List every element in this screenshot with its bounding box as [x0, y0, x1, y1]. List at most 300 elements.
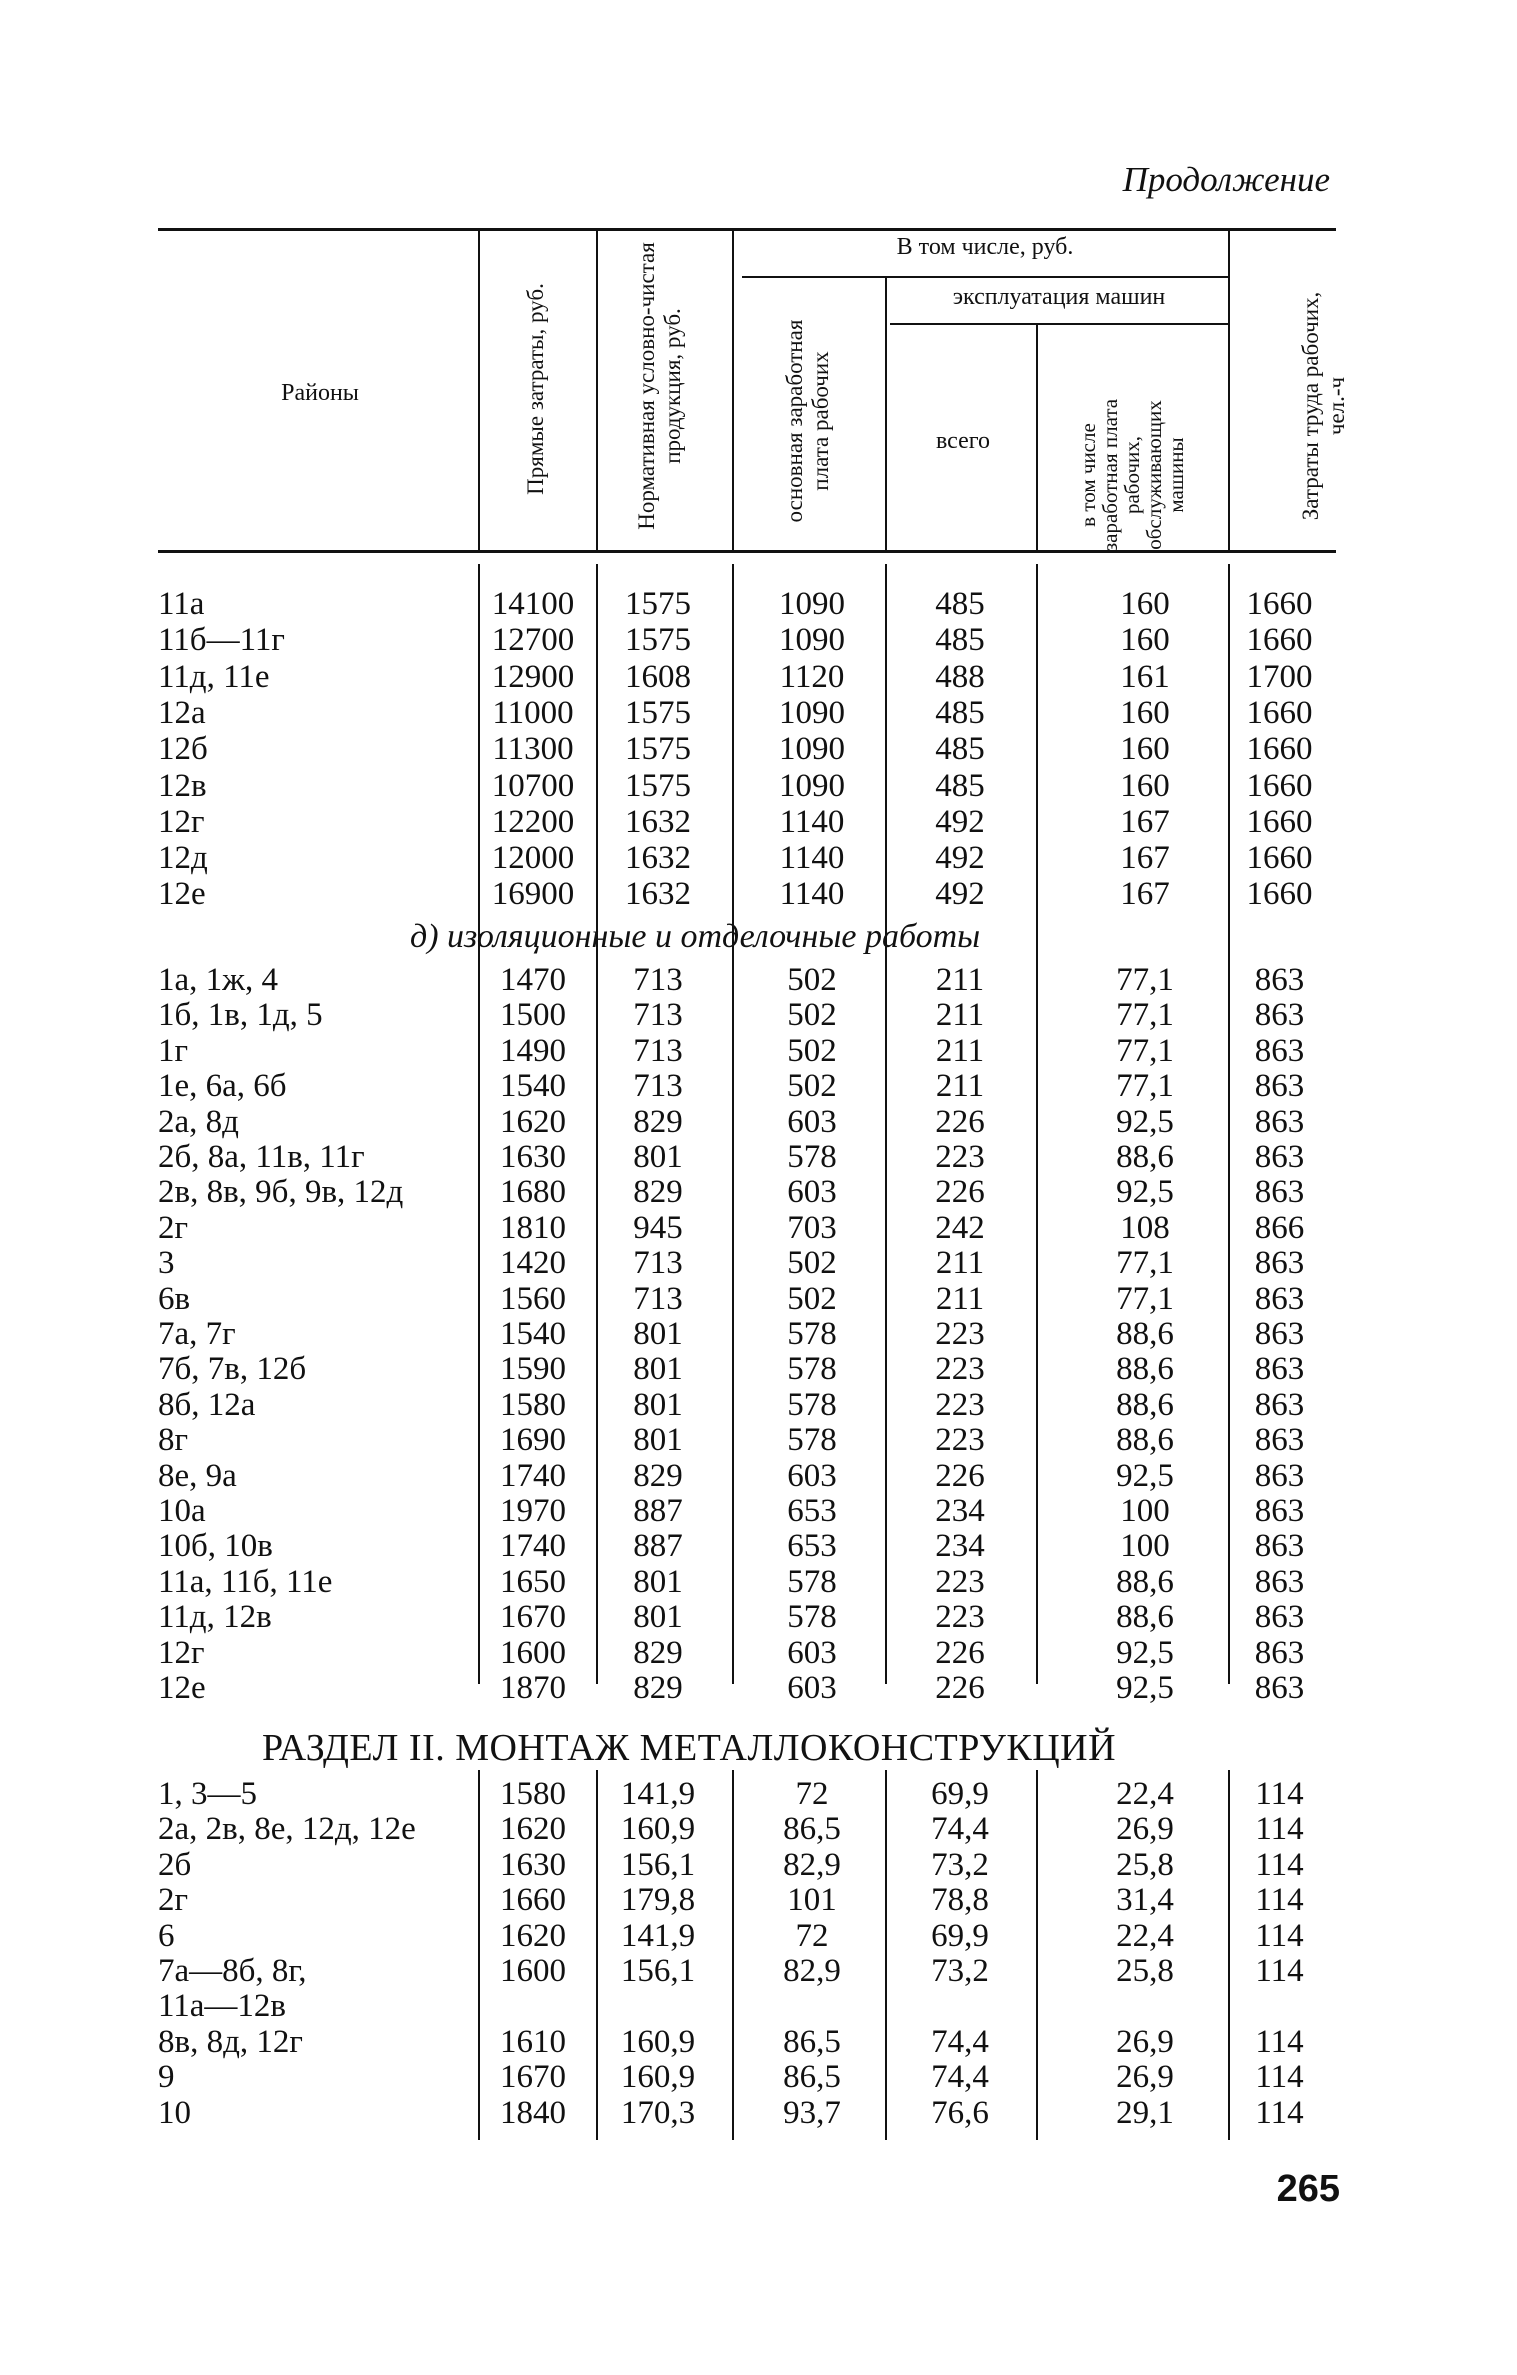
base-wage-cell: 653: [787, 1528, 837, 1565]
labor-cell: 863: [1254, 1457, 1305, 1494]
table-row: [0, 659, 1517, 695]
district-cell: 2г: [158, 1209, 189, 1246]
table-row: [0, 1882, 1517, 1918]
district-cell: 2б, 8а, 11в, 11г: [158, 1139, 365, 1175]
direct-costs-cell: 12700: [491, 622, 575, 659]
machine-total-cell: 492: [935, 803, 985, 840]
base-wage-cell: 703: [787, 1209, 837, 1246]
normative-cell: 179,8: [620, 1882, 696, 1919]
base-wage-cell: 578: [787, 1139, 837, 1175]
machine-wage-cell: 100: [1120, 1493, 1170, 1529]
machine-wage-cell: 92,5: [1116, 1457, 1174, 1494]
direct-costs-cell: 10700: [491, 767, 575, 804]
machine-wage-cell: 161: [1120, 658, 1170, 695]
table-row: [0, 962, 1517, 998]
district-cell: 9: [158, 2059, 175, 2096]
direct-costs-cell: 1600: [500, 1634, 566, 1671]
district-cell: 12а: [158, 694, 206, 731]
base-wage-cell: 653: [787, 1493, 837, 1529]
machine-wage-cell: 77,1: [1116, 1068, 1174, 1105]
machine-wage-cell: 167: [1120, 876, 1170, 913]
labor-cell: 863: [1254, 1139, 1305, 1175]
labor-cell: 863: [1254, 962, 1305, 998]
normative-cell: 801: [633, 1351, 683, 1388]
machine-wage-cell: 26,9: [1116, 2023, 1174, 2060]
table-row: [0, 1528, 1517, 1564]
table-row: [0, 1670, 1517, 1706]
table-row: [0, 1599, 1517, 1635]
normative-cell: 160,9: [620, 2023, 696, 2060]
header-vline-4: [885, 276, 887, 550]
normative-cell: 801: [633, 1563, 683, 1600]
base-wage-cell: 1090: [779, 767, 845, 804]
header-total: всего: [935, 428, 991, 454]
normative-cell: 160,9: [620, 1811, 696, 1848]
normative-cell: 829: [633, 1457, 683, 1494]
base-wage-cell: 93,7: [783, 2094, 841, 2131]
base-wage-cell: 1140: [779, 803, 845, 840]
direct-costs-cell: 1540: [500, 1068, 566, 1105]
machine-wage-cell: 88,6: [1116, 1422, 1174, 1459]
labor-cell: 114: [1255, 1776, 1304, 1812]
base-wage-cell: 578: [787, 1351, 837, 1388]
table-row: [0, 1351, 1517, 1387]
machine-wage-cell: 88,6: [1116, 1599, 1174, 1636]
table-row: [0, 804, 1517, 840]
machine-total-cell: 223: [935, 1386, 985, 1423]
direct-costs-cell: 1620: [500, 1103, 566, 1140]
base-wage-cell: 82,9: [783, 1953, 841, 1989]
machine-total-cell: 226: [935, 1670, 985, 1706]
direct-costs-cell: 1420: [500, 1245, 566, 1282]
base-wage-cell: 1140: [779, 876, 845, 913]
district-cell: 6: [158, 1917, 175, 1954]
normative-cell: 156,1: [620, 1846, 696, 1883]
district-cell: 7а—8б, 8г,: [158, 1953, 307, 1989]
direct-costs-cell: 1870: [500, 1670, 566, 1706]
machine-total-cell: 492: [935, 840, 985, 877]
machine-total-cell: 492: [935, 876, 985, 913]
machine-total-cell: 223: [935, 1351, 985, 1388]
district-cell: 2в, 8в, 9б, 9в, 12д: [158, 1174, 404, 1211]
direct-costs-cell: 1490: [500, 1032, 566, 1069]
direct-costs-cell: 1740: [500, 1528, 566, 1565]
base-wage-cell: 101: [787, 1882, 837, 1919]
direct-costs-cell: 12000: [491, 840, 575, 877]
base-wage-cell: 72: [795, 1776, 829, 1812]
district-cell: 12д: [158, 840, 208, 877]
machine-wage-cell: 77,1: [1116, 1280, 1174, 1317]
section-2-title: РАЗДЕЛ II. МОНТАЖ МЕТАЛЛОКОНСТРУКЦИЙ: [262, 1727, 1117, 1769]
machine-total-cell: 69,9: [931, 1917, 989, 1954]
table-row: [0, 1422, 1517, 1458]
base-wage-cell: 86,5: [783, 2023, 841, 2060]
normative-cell: 1575: [625, 586, 691, 622]
header-base-wage: основная заработная плата рабочих: [782, 319, 833, 523]
base-wage-cell: 1090: [779, 731, 845, 768]
labor-cell: 863: [1254, 1174, 1305, 1211]
district-cell: 12г: [158, 803, 205, 840]
labor-cell: 863: [1254, 997, 1305, 1034]
base-wage-cell: 502: [787, 1068, 837, 1105]
normative-cell: 713: [633, 1245, 683, 1282]
labor-cell: 1660: [1246, 731, 1313, 768]
direct-costs-cell: 11300: [492, 731, 574, 768]
labor-cell: 863: [1254, 1068, 1305, 1105]
direct-costs-cell: 1670: [500, 1599, 566, 1636]
including-rule: [742, 276, 1228, 278]
machine-wage-cell: 88,6: [1116, 1386, 1174, 1423]
base-wage-cell: 502: [787, 1032, 837, 1069]
machine-total-cell: 226: [935, 1457, 985, 1494]
machine-wage-cell: 88,6: [1116, 1351, 1174, 1388]
labor-cell: 114: [1255, 1846, 1304, 1883]
district-cell: 2а, 8д: [158, 1103, 239, 1140]
table-row: [0, 1316, 1517, 1352]
machine-total-cell: 73,2: [931, 1846, 989, 1883]
section-d-title: д) изоляционные и отделочные работы: [410, 918, 981, 955]
header-vline-5: [1036, 323, 1038, 550]
machine-wage-cell: 92,5: [1116, 1670, 1174, 1706]
table-row: [0, 840, 1517, 876]
machine-wage-cell: 31,4: [1116, 1882, 1174, 1919]
machine-wage-cell: 88,6: [1116, 1563, 1174, 1600]
base-wage-cell: 578: [787, 1386, 837, 1423]
normative-cell: 156,1: [620, 1953, 696, 1989]
header-vline-3: [732, 228, 734, 550]
district-cell: 1е, 6а, 6б: [158, 1068, 287, 1105]
machine-wage-cell: 29,1: [1116, 2094, 1174, 2131]
machine-wage-cell: 108: [1120, 1209, 1170, 1246]
normative-cell: 945: [633, 1209, 683, 1246]
machine-wage-cell: 92,5: [1116, 1174, 1174, 1211]
table-row: [0, 1174, 1517, 1210]
machine-total-cell: 211: [935, 1068, 985, 1105]
labor-cell: 114: [1255, 2059, 1304, 2096]
machine-total-cell: 485: [935, 767, 985, 804]
table-row: [0, 1953, 1517, 1989]
table-row: [0, 1847, 1517, 1883]
labor-cell: 863: [1254, 1245, 1305, 1282]
labor-cell: 1660: [1246, 767, 1313, 804]
table-row: [0, 622, 1517, 658]
direct-costs-cell: 1630: [500, 1846, 566, 1883]
district-cell: 11а: [158, 586, 205, 622]
table-row: [0, 2059, 1517, 2095]
normative-cell: 829: [633, 1174, 683, 1211]
machine-wage-cell: 167: [1120, 803, 1170, 840]
normative-cell: 160,9: [620, 2059, 696, 2096]
normative-cell: 1575: [625, 731, 691, 768]
page-number: 265: [1276, 2168, 1340, 2210]
normative-cell: 713: [633, 1068, 683, 1105]
direct-costs-cell: 1840: [500, 2094, 566, 2131]
machine-wage-cell: 160: [1120, 694, 1170, 731]
direct-costs-cell: 1580: [500, 1776, 566, 1812]
table-row: [0, 1281, 1517, 1317]
machine-wage-cell: 160: [1120, 767, 1170, 804]
machine-total-cell: 78,8: [931, 1882, 989, 1919]
machine-total-cell: 485: [935, 694, 985, 731]
machine-total-cell: 223: [935, 1139, 985, 1175]
district-cell: 1, 3—5: [158, 1776, 257, 1812]
direct-costs-cell: 1660: [500, 1882, 566, 1919]
base-wage-cell: 86,5: [783, 2059, 841, 2096]
machine-total-cell: 485: [935, 622, 985, 659]
labor-cell: 1700: [1246, 658, 1313, 695]
direct-costs-cell: 1610: [500, 2023, 566, 2060]
district-cell: 12г: [158, 1634, 205, 1671]
labor-cell: 1660: [1246, 622, 1313, 659]
normative-cell: 141,9: [620, 1917, 696, 1954]
labor-cell: 863: [1254, 1528, 1305, 1565]
district-cell: 1г: [158, 1032, 189, 1069]
machine-total-cell: 211: [935, 962, 985, 998]
normative-cell: 801: [633, 1599, 683, 1636]
machine-wage-cell: 160: [1120, 622, 1170, 659]
machine-total-cell: 211: [935, 1245, 985, 1282]
machine-total-cell: 226: [935, 1634, 985, 1671]
normative-cell: 141,9: [620, 1776, 696, 1812]
normative-cell: 1575: [625, 767, 691, 804]
direct-costs-cell: 1690: [500, 1422, 566, 1459]
header-machine-ops: эксплуатация машин: [952, 284, 1166, 310]
header-incl-wage: в том числе заработная плата рабочих, обслуживающих машины: [1076, 398, 1188, 552]
base-wage-cell: 86,5: [783, 1811, 841, 1848]
machine-ops-rule: [890, 323, 1228, 325]
base-wage-cell: 82,9: [783, 1846, 841, 1883]
labor-cell: 863: [1254, 1351, 1305, 1388]
district-cell: 1б, 1в, 1д, 5: [158, 997, 323, 1034]
machine-total-cell: 234: [935, 1528, 985, 1565]
machine-wage-cell: 77,1: [1116, 962, 1174, 998]
table-row: [0, 997, 1517, 1033]
labor-cell: 1660: [1246, 876, 1313, 913]
table-row: [0, 695, 1517, 731]
base-wage-cell: 578: [787, 1422, 837, 1459]
table-row: [0, 2024, 1517, 2060]
normative-cell: 1632: [625, 803, 691, 840]
direct-costs-cell: 1500: [500, 997, 566, 1034]
base-wage-cell: 578: [787, 1316, 837, 1352]
district-cell: 3: [158, 1245, 175, 1282]
labor-cell: 863: [1254, 1634, 1305, 1671]
normative-cell: 1575: [625, 622, 691, 659]
header-normative: Нормативная условно-чистая продукция, руб.: [634, 242, 685, 530]
normative-cell: 801: [633, 1139, 683, 1175]
labor-cell: 1660: [1246, 840, 1313, 877]
table-row: [0, 1458, 1517, 1494]
machine-total-cell: 211: [935, 1032, 985, 1069]
machine-total-cell: 223: [935, 1316, 985, 1352]
district-cell: 11а, 11б, 11е: [158, 1563, 333, 1600]
labor-cell: 1660: [1246, 694, 1313, 731]
direct-costs-cell: 1560: [500, 1280, 566, 1317]
machine-wage-cell: 25,8: [1116, 1846, 1174, 1883]
base-wage-cell: 502: [787, 962, 837, 998]
base-wage-cell: 502: [787, 1280, 837, 1317]
base-wage-cell: 603: [787, 1670, 837, 1706]
machine-total-cell: 485: [935, 731, 985, 768]
machine-wage-cell: 77,1: [1116, 1032, 1174, 1069]
district-cell: 7а, 7г: [158, 1316, 236, 1352]
normative-cell: 1632: [625, 840, 691, 877]
machine-total-cell: 223: [935, 1599, 985, 1636]
direct-costs-cell: 12900: [491, 658, 575, 695]
machine-wage-cell: 100: [1120, 1528, 1170, 1565]
direct-costs-cell: 1470: [500, 962, 566, 998]
base-wage-cell: 502: [787, 997, 837, 1034]
labor-cell: 863: [1254, 1563, 1305, 1600]
base-wage-cell: 1090: [779, 694, 845, 731]
district-cell: 12е: [158, 876, 206, 913]
table-row: [0, 1210, 1517, 1246]
header-top-rule: [158, 228, 1336, 231]
header-direct-costs: Прямые затраты, руб.: [523, 283, 548, 495]
table-row: [0, 586, 1517, 622]
labor-cell: 114: [1255, 1953, 1304, 1989]
machine-wage-cell: 88,6: [1116, 1316, 1174, 1352]
normative-cell: 1575: [625, 694, 691, 731]
base-wage-cell: 578: [787, 1599, 837, 1636]
machine-wage-cell: 22,4: [1116, 1917, 1174, 1954]
machine-total-cell: 74,4: [931, 2059, 989, 2096]
machine-wage-cell: 77,1: [1116, 997, 1174, 1034]
labor-cell: 114: [1255, 2023, 1304, 2060]
labor-cell: 114: [1255, 2094, 1304, 2131]
machine-total-cell: 226: [935, 1174, 985, 1211]
machine-wage-cell: 25,8: [1116, 1953, 1174, 1989]
base-wage-cell: 1120: [779, 658, 845, 695]
machine-wage-cell: 92,5: [1116, 1103, 1174, 1140]
direct-costs-cell: 1670: [500, 2059, 566, 2096]
machine-wage-cell: 22,4: [1116, 1776, 1174, 1812]
machine-total-cell: 74,4: [931, 1811, 989, 1848]
table-row: [0, 1033, 1517, 1069]
machine-wage-cell: 26,9: [1116, 2059, 1174, 2096]
district-cell: 1а, 1ж, 4: [158, 962, 278, 998]
base-wage-cell: 72: [795, 1917, 829, 1954]
machine-total-cell: 242: [935, 1209, 985, 1246]
labor-cell: 114: [1255, 1811, 1304, 1848]
labor-cell: 1660: [1246, 586, 1313, 622]
table-row: [0, 1104, 1517, 1140]
table-row: [0, 731, 1517, 767]
machine-total-cell: 69,9: [931, 1776, 989, 1812]
district-cell: 11б—11г: [158, 622, 285, 659]
normative-cell: 829: [633, 1634, 683, 1671]
district-cell: 10а: [158, 1493, 206, 1529]
labor-cell: 863: [1254, 1103, 1305, 1140]
district-cell: 6в: [158, 1280, 191, 1317]
base-wage-cell: 603: [787, 1174, 837, 1211]
machine-total-cell: 226: [935, 1103, 985, 1140]
direct-costs-cell: 1680: [500, 1174, 566, 1211]
district-cell: 2б: [158, 1846, 192, 1883]
direct-costs-cell: 1740: [500, 1457, 566, 1494]
district-cell: 8б, 12а: [158, 1386, 256, 1423]
normative-cell: 801: [633, 1386, 683, 1423]
table-row: [0, 1776, 1517, 1812]
machine-total-cell: 488: [935, 658, 985, 695]
normative-cell: 1632: [625, 876, 691, 913]
base-wage-cell: 502: [787, 1245, 837, 1282]
table-row: [0, 1564, 1517, 1600]
machine-total-cell: 76,6: [931, 2094, 989, 2131]
labor-cell: 863: [1254, 1280, 1305, 1317]
district-cell: 12в: [158, 767, 207, 804]
district-cell: 8г: [158, 1422, 189, 1459]
labor-cell: 1660: [1246, 803, 1313, 840]
direct-costs-cell: 1620: [500, 1811, 566, 1848]
labor-cell: 863: [1254, 1032, 1305, 1069]
normative-cell: 829: [633, 1103, 683, 1140]
table-row: [0, 1493, 1517, 1529]
machine-wage-cell: 160: [1120, 586, 1170, 622]
direct-costs-cell: 1590: [500, 1351, 566, 1388]
district-cell: 10: [158, 2094, 191, 2131]
machine-wage-cell: 167: [1120, 840, 1170, 877]
machine-total-cell: 211: [935, 997, 985, 1034]
base-wage-cell: 578: [787, 1563, 837, 1600]
direct-costs-cell: 1630: [500, 1139, 566, 1175]
machine-wage-cell: 77,1: [1116, 1245, 1174, 1282]
direct-costs-cell: 1540: [500, 1316, 566, 1352]
base-wage-cell: 603: [787, 1634, 837, 1671]
base-wage-cell: 1090: [779, 622, 845, 659]
normative-cell: 887: [633, 1493, 683, 1529]
direct-costs-cell: 14100: [491, 586, 575, 622]
machine-total-cell: 234: [935, 1493, 985, 1529]
normative-cell: 713: [633, 1280, 683, 1317]
header-districts: Районы: [281, 380, 359, 406]
header-including: В том числе, руб.: [896, 234, 1074, 260]
normative-cell: 829: [633, 1670, 683, 1706]
normative-cell: 713: [633, 997, 683, 1034]
table-row: [0, 1918, 1517, 1954]
machine-total-cell: 211: [935, 1280, 985, 1317]
machine-total-cell: 223: [935, 1563, 985, 1600]
normative-cell: 170,3: [620, 2094, 696, 2131]
labor-cell: 863: [1254, 1316, 1305, 1352]
labor-cell: 863: [1254, 1670, 1305, 1706]
header-labor: Затраты труда рабочих, чел.-ч: [1298, 291, 1349, 521]
normative-cell: 801: [633, 1422, 683, 1459]
direct-costs-cell: 1810: [500, 1209, 566, 1246]
machine-total-cell: 73,2: [931, 1953, 989, 1989]
direct-costs-cell: 1970: [500, 1493, 566, 1529]
table-row: [0, 768, 1517, 804]
labor-cell: 114: [1255, 1917, 1304, 1954]
district-cell: 10б, 10в: [158, 1528, 273, 1565]
table-row: [0, 1635, 1517, 1671]
base-wage-cell: 1140: [779, 840, 845, 877]
labor-cell: 863: [1254, 1422, 1305, 1459]
table-row: [0, 876, 1517, 912]
district-cell: 11д, 12в: [158, 1599, 272, 1636]
district-cell: 2г: [158, 1882, 189, 1919]
labor-cell: 863: [1254, 1493, 1305, 1529]
labor-cell: 863: [1254, 1386, 1305, 1423]
base-wage-cell: 603: [787, 1457, 837, 1494]
continuation-label: Продолжение: [1122, 160, 1330, 199]
labor-cell: 114: [1255, 1882, 1304, 1919]
district-cell: 8в, 8д, 12г: [158, 2023, 303, 2060]
direct-costs-cell: 16900: [491, 876, 575, 913]
direct-costs-cell: 11000: [492, 694, 574, 731]
direct-costs-cell: 1600: [500, 1953, 566, 1989]
normative-cell: 887: [633, 1528, 683, 1565]
